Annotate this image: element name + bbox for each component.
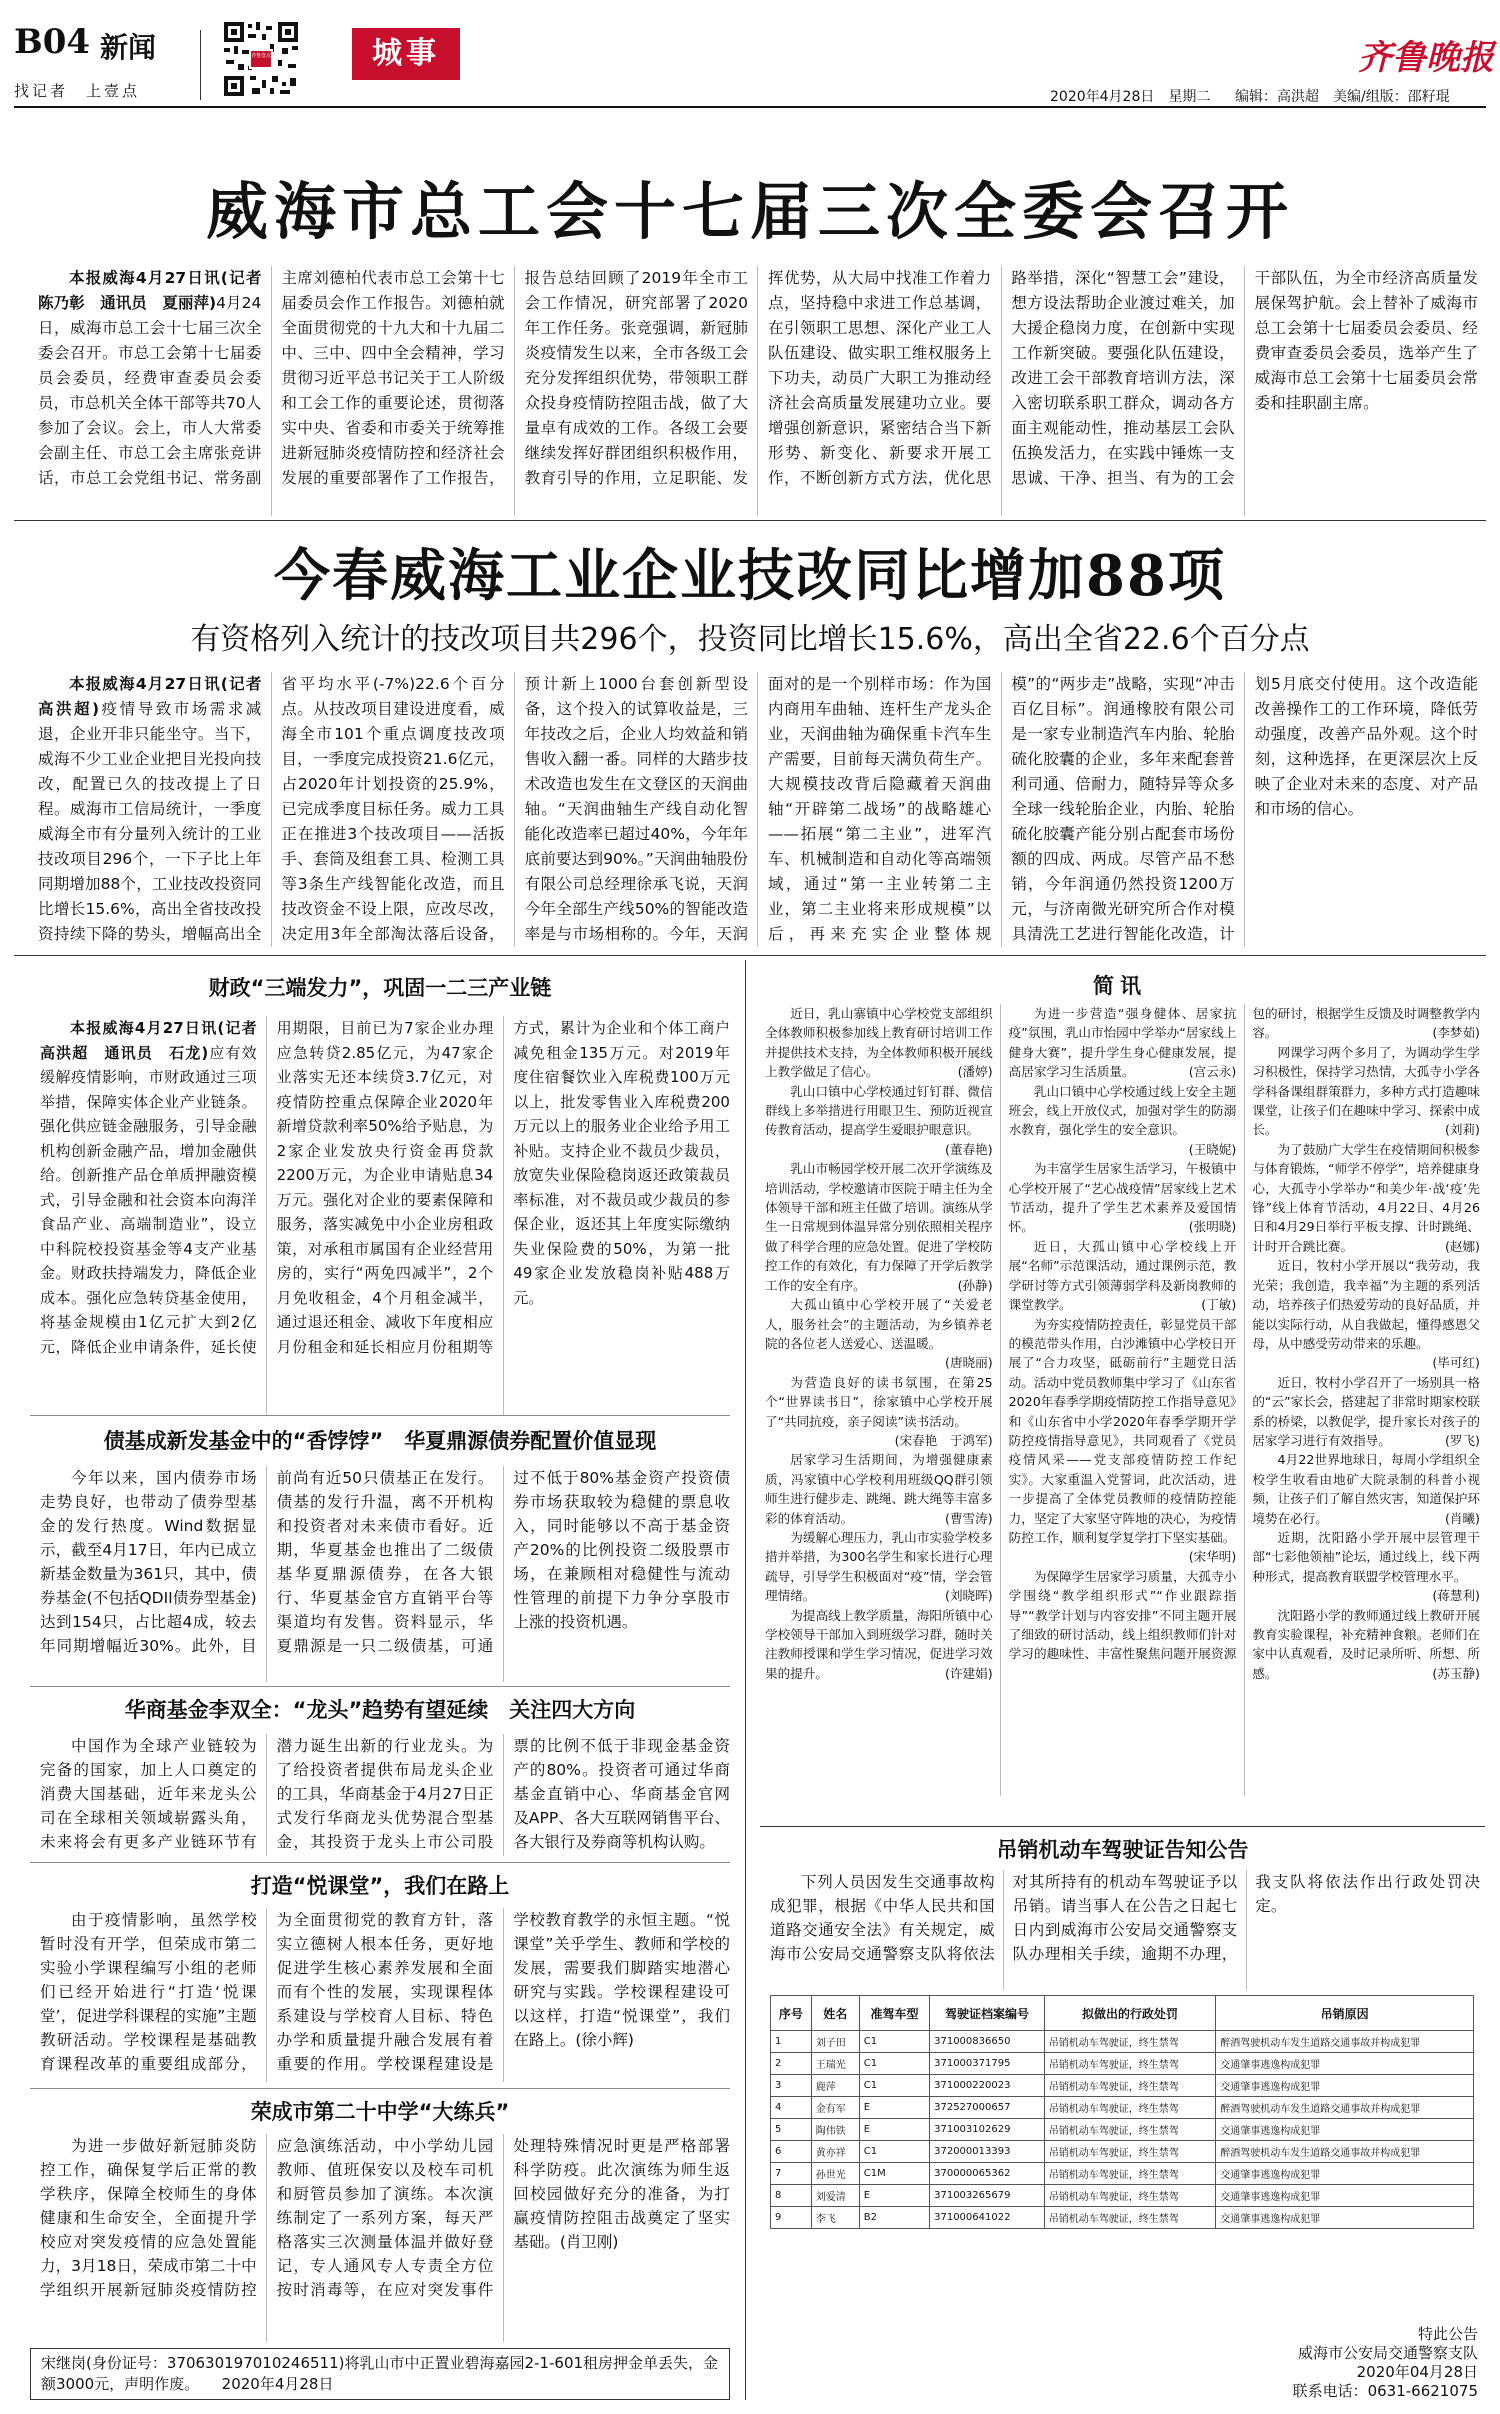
separator <box>760 1826 1485 1827</box>
table-cell: 371000836650 <box>930 2031 1045 2053</box>
brief-item <box>765 1528 993 1606</box>
headline-story4: 债基成新发基金中的“香饽饽” 华夏鼎源债券配置价值显现 <box>103 1429 657 1453</box>
brief-text: 乳山口镇中心学校通过线上安全主题班会，线上开放仪式，加强对学生的防溺水教育，强化学生的安全意识。 <box>1008 1083 1237 1138</box>
table-cell: 金有军 <box>811 2097 859 2119</box>
table-cell: 陶伟铁 <box>811 2119 859 2141</box>
brief-text: 为夯实疫情防控责任，彰显党员干部的模范带头作用，白沙滩镇中心学校日开展了“合力攻坚，砥砺前行”主题党日活动。活动中党员教师集中学习了《山东省2020年春季学期疫情防控工作指导意见》和《山东省中小学2020年春季学期开学防控疫情指导意见》，共同观看了《党员疫情风采——党支部疫情防控工作纪实》。大家重温入党誓词，此次活动，进一步提高了全体党员教师的疫情防控能力，坚定了大家坚守阵地的决心，为疫情防控工作，顺利复学复学打下坚实基础。 <box>1008 1316 1237 1545</box>
separator <box>14 955 1486 956</box>
table-cell: 醉酒驾驶机动车发生道路交通事故并构成犯罪 <box>1216 2141 1474 2163</box>
notice-signature <box>1200 2325 1478 2401</box>
table-cell: C1 <box>859 2053 929 2075</box>
notice-sign-3: 2020年04月28日 <box>1356 2363 1478 2381</box>
brief-signature: (苏玉静) <box>1432 1665 1480 1681</box>
table-cell: B2 <box>859 2207 929 2229</box>
brief-signature: (许建娟) <box>945 1665 993 1681</box>
table-header-cell: 拟做出的行政处罚 <box>1044 1996 1215 2031</box>
table-cell: 5 <box>771 2119 812 2141</box>
story2-text: 疫情导致市场需求减退，企业开非只能坐守。当下，威海不少工业企业把目光投向技改，配置已久的技改提上了日程。威海市工信局统计，一季度威海全市有分量列入统计的工业技改项目296个，一下子比上年同期增加88个，工业技改投资同比增长15.6%，高出全省技改投资持续下降的势头，增幅高出全省平均水平(-7%)22.6个百分点。从技改项目建设进度看，威海全市101个重点调度技改项目，一季度完成投资21.6亿元，占2020年计划投资的25.9%，已完成季度目标任务。威力工具正在推进3个技改项目——活扳手、套筒及组套工具、检测工具等3条生产线智能化改造，而且技改资金不设上限，应改尽改，决定用3年全部淘汰落后设备，预计新上1000台套创新型设备，这个投入的试算收益是，三年技改之后，企业人均效益和销售收入翻一番。同样的大踏步技术改造也发生在文登区的天润曲轴。“天润曲轴生产线自动化智能化改造率已超过40%，今年年底前要达到90%。”天润曲轴股份有限公司总经理徐承飞说，天润今年全部生产线50%的智能改造率是与市场相称的。今年，天润面对的是一个别样市场：作为国内商用车曲轴、连杆生产龙头企业，天润曲轴为确保重卡汽车生产需要，目前每天满负荷生产。大规模技改背后隐藏着天润曲轴“开辟第二战场”的战略雄心——拓展“第二主业”，进军汽车、机械制造和自动化等高端领域，通过“第一主业转第二主业，第二主业将来形成规模”以后，再来充实企业整体规模”的“两步走”战略，实现“冲击百亿目标”。润通橡胶有限公司是一家专业制造汽车内胎、轮胎硫化胶囊的企业，多年来配套普利司通、倍耐力，随特异等众多全球一线轮胎企业，内胎、轮胎硫化胶囊产能分别占配套市场份额的四成、两成。尽管产品不愁销，今年润通仍然投资1200万元，与济南微光研究所合作对模具清洗工艺进行智能化改造，计划5月底交付使用。这个改造能改善操作工的工作环境，降低劳动强度，改善产品外观。这个时刻，这种选择，在更深层次上反映了企业对未来的态度、对产品和市场的信心。 <box>38 675 1478 943</box>
brief-text: 为提高线上教学质量，海阳所镇中心学校领导干部加入到班级学习群，随时关注教师授课和学生学习情况，促进学习效果的提升。 <box>765 1607 993 1681</box>
headline-story2: 今春威海工业企业技改同比增加88项 <box>274 543 1226 609</box>
table-row <box>771 2207 1474 2229</box>
table-row <box>771 2141 1474 2163</box>
story6-signature: (徐小辉) <box>575 2031 634 2049</box>
brief-text: 大孤山镇中心学校开展了“关爱老人，服务社会”的主题活动，为乡镇养老院的各位老人送爱心、送温暖。 <box>765 1297 993 1351</box>
table-cell: 醉酒驾驶机动车发生道路交通事故并构成犯罪 <box>1216 2031 1474 2053</box>
topic-tag: 城事 <box>352 28 460 80</box>
table-cell: 6 <box>771 2141 812 2163</box>
brief-signature: (张明晓) <box>1188 1219 1237 1235</box>
brief-text: 为丰富学生居家生活学习，午极镇中心学校开展了“艺心战疫情”居家线上艺术节活动，提升了学生艺术素养及爱国情怀。 <box>1008 1161 1237 1235</box>
table-cell: 371000641022 <box>930 2207 1045 2229</box>
brief-text: 为进一步营造“强身健体、居家抗疫”氛围，乳山市怡园中学举办“居家线上健身大赛”，提升学生身心健康发展，提高居家学习生活质量。 <box>1008 1006 1237 1080</box>
subhead-story2: 有资格列入统计的技改项目共296个，投资同比增长15.6%，高出全省22.6个百分点 <box>190 622 1310 657</box>
table-cell: 醉酒驾驶机动车发生道路交通事故并构成犯罪 <box>1216 2097 1474 2119</box>
brief-signature: (赵娜) <box>1444 1238 1480 1254</box>
brief-signature: (丁敏) <box>1201 1297 1237 1313</box>
table-cell: 交通肇事逃逸构成犯罪 <box>1216 2075 1474 2097</box>
brief-item <box>1009 1004 1237 1082</box>
brief-item <box>1009 1237 1237 1315</box>
date-line: 2020年4月28日 星期二 <box>1050 89 1211 105</box>
notice-sign-1: 特此公告 <box>1417 2325 1478 2343</box>
table-cell: 交通肇事逃逸构成犯罪 <box>1216 2163 1474 2185</box>
separator <box>30 1415 730 1416</box>
brief-item <box>1252 1373 1480 1451</box>
table-cell: E <box>859 2119 929 2141</box>
notice-text: 下列人员因发生交通事故构成犯罪，根据《中华人民共和国道路交通安全法》有关规定，威海市公安局交通警察支队将依法对其所持有的机动车驾驶证予以吊销。请当事人在公告之日起七日内到威海市公安局交通警察支队办理相关手续，逾期不办理，我支队将依法作出行政处罚决定。 <box>770 1873 1480 1963</box>
brief-text: 4月22世界地球日，每周小学组织全校学生收看由地矿大院录制的科普小视频，让孩子们了解自然灾害，知道保护环境势在必行。 <box>1252 1452 1480 1526</box>
brief-text: 网课学习两个多月了，为调动学生学习积极性，保持学习热情，大孤寺小学各学科备课组群策群力，多种方式打造趣味课堂，让孩子们在趣味中学习、探索中成长。 <box>1252 1044 1480 1138</box>
brief-item <box>1009 1315 1237 1567</box>
table-row <box>771 2119 1474 2141</box>
brief-text: 近日，牧村小学开展以“我劳动，我光荣；我创造，我幸福”为主题的系列活动，培养孩子们热爱劳动的良好品质，并能以实际行动，从自我做起，懂得感恩父母，从中感受劳动带来的乐趣。 <box>1252 1258 1480 1351</box>
headline-story3: 财政“三端发力”，巩固一二三产业链 <box>208 976 552 1000</box>
story5-body <box>40 1734 730 1856</box>
headline-story1: 威海市总工会十七届三次全委会召开 <box>205 175 1294 248</box>
story7-signature: (肖卫刚) <box>559 2233 619 2251</box>
table-cell: 371000220023 <box>930 2075 1045 2097</box>
brief-signature: (毕可红) <box>1432 1355 1480 1371</box>
table-cell: 黄亦祥 <box>811 2141 859 2163</box>
story4-text: 今年以来，国内债券市场走势良好，也带动了债券型基金的发行热度。Wind数据显示，截至4月17日，年内已成立新基金数量为361只，其中，债券基金(不包括QDII债券型基金)达到154只，占比超4成，较去年同期增幅近30%。此外，目前尚有近50只债基正在发行。债基的发行升温，离不开机构和投资者对未来债市看好。近期，华夏基金也推出了二级债基华夏鼎源债券，在各大银行、华夏基金官方直销平台等渠道均有发售。资料显示，华夏鼎源是一只二级债基，可通过不低于80%基金资产投资债券市场获取较为稳健的票息收入，同时能够以不高于基金资产20%的比例投资二级股票市场，在兼顾相对稳健性与流动性管理的前提下力争分享股市上涨的投资机遇。 <box>40 1469 730 1655</box>
briefs-body <box>765 1004 1480 1796</box>
brief-text: 近期，沈阳路小学开展中层管理干部“七彩他领袖”论坛，通过线上，线下两种形式，提高教育联盟学校管理水平。 <box>1252 1529 1480 1584</box>
brief-item <box>1252 1140 1480 1256</box>
table-cell: 4 <box>771 2097 812 2119</box>
brief-signature: (罗飞) <box>1444 1432 1480 1448</box>
table-cell: 1 <box>771 2031 812 2053</box>
table-cell: 交通肇事逃逸构成犯罪 <box>1216 2119 1474 2141</box>
brief-text: 近日，大孤山镇中心学校线上开展“名师”示范课活动，通过课例示范，教学研讨等方式引领薄弱学科及新岗教师的课堂教学。 <box>1008 1238 1237 1313</box>
story7-text: 为进一步做好新冠肺炎防控工作，确保复学后正常的教学秩序，保障全校师生的身体健康和生命安全，全面提升学校应对突发疫情的应急处置能力，3月18日，荣成市第二十中学组织开展新冠肺炎疫情防控应急演练活动，中小学幼儿园教师、值班保安以及校车司机和厨管员参加了演练。本次演练制定了一系列方案，每天严格落实三次测量体温并做好登记，专人通风专人专责全方位按时消毒等，在应对突发事件处理特殊情况时更是严格部署科学防疫。此次演练为师生返回校园做好充分的准备，为打赢疫情防控阻击战奠定了坚实基础。 <box>40 2137 730 2299</box>
table-cell: 372527000657 <box>930 2097 1045 2119</box>
table-header-cell: 序号 <box>771 1996 812 2031</box>
table-row <box>771 2075 1474 2097</box>
brief-item <box>765 1606 993 1684</box>
table-cell: 王瑞光 <box>811 2053 859 2075</box>
table-cell: 7 <box>771 2163 812 2185</box>
brief-signature: (董春艳) <box>945 1141 993 1157</box>
table-cell: 吊销机动车驾驶证，终生禁驾 <box>1044 2075 1215 2097</box>
brief-signature: (宋华明) <box>1188 1549 1237 1565</box>
table-cell: 9 <box>771 2207 812 2229</box>
revocation-table <box>770 1995 1474 2229</box>
brief-text: 为缓解心理压力，乳山市实验学校多措并举措，为300名学生和家长进行心理疏导，引导学生积极面对“疫”情，学会管理情绪。 <box>765 1529 993 1604</box>
table-cell: 371003265679 <box>930 2185 1045 2207</box>
brief-signature: (宋春艳 于鸿军) <box>894 1432 993 1448</box>
table-cell: 372000013393 <box>930 2141 1045 2163</box>
brief-signature: (李梦茹) <box>1432 1025 1480 1041</box>
table-header-cell: 驾驶证档案编号 <box>930 1996 1045 2031</box>
brief-signature: (蒋慧利) <box>1432 1588 1480 1604</box>
brief-signature: (肖曦) <box>1444 1510 1480 1526</box>
separator <box>14 520 1486 521</box>
table-cell: 李飞 <box>811 2207 859 2229</box>
brief-item <box>765 1450 993 1528</box>
story4-body <box>40 1466 730 1682</box>
table-cell: 交通肇事逃逸构成犯罪 <box>1216 2185 1474 2207</box>
editors-line: 编辑：高洪超 美编/组版：邵籽琨 <box>1235 89 1450 105</box>
brief-text: 乳山口镇中心学校通过钉钉群、微信群线上多举措进行用眼卫生、预防近视宣传教育活动，提高学生爱眼护眼意识。 <box>765 1083 993 1138</box>
story3-body <box>40 1016 730 1416</box>
brief-text: 近日，乳山寨镇中心学校党支部组织全体教师积极参加线上教育研讨培训工作并提供技术支持，为全体教师积极开展线上教学做足了信心。 <box>765 1006 993 1080</box>
briefs-title: 简讯 <box>1093 974 1147 998</box>
story1-dateline: 本报威海4月27日讯(记者 陈乃彰 通讯员 夏丽萍) <box>38 269 277 312</box>
brief-signature: (唐晓丽) <box>945 1355 993 1371</box>
brief-item <box>765 1004 993 1082</box>
separator <box>30 1686 730 1687</box>
table-cell: 吊销机动车驾驶证，终生禁驾 <box>1044 2163 1215 2185</box>
lost-notice-box <box>30 2348 730 2400</box>
separator <box>30 2088 730 2089</box>
story3-text: 应有效缓解疫情影响，市财政通过三项举措，保障实体企业产业链条。强化供应链金融服务，引导金融机构创新金融产品，增加金融供给。创新推产品仓单质押融资模式，引导金融和社会资本向海洋食品产业、高端制造业”，设立中科院校投资基金等4支产业基金。财政扶持端发力，降低企业成本。强化应急转贷基金使用，将基金规模由1亿元扩大到2亿元，降低企业申请条件，延长使用期限，目前已为7家企业办理应急转贷2.85亿元，为47家企业落实无还本续贷3.7亿元，对疫情防控重点保障企业2020年新增贷款利率50%给予贴息，为2家企业发放央行资金再贷款2200万元，为企业申请贴息34万元。强化对企业的要素保障和服务，落实减免中小企业房租政策，对承租市属国有企业经营用房的，实行“两免四减半”，2个月免收租金，4个月租金减半，通过退还租金、减收下年度相应月份租金和延长相应月份租期等方式，累计为企业和个体工商户减免租金135万元。对2019年度住宿餐饮业入库税费100万元以上，批发零售业入库税费200万元以上的服务业企业给予用工补贴。支持企业不裁员少裁员，放宽失业保险稳岗返还政策裁员率标准，对不裁员或少裁员的参保企业，返还其上年度实际缴纳失业保险费的50%，为第一批49家企业发放稳岗补贴488万元。 <box>40 1019 730 1356</box>
headline-story5: 华商基金李双全：“龙头”趋势有望延续 关注四大方向 <box>124 1698 636 1722</box>
separator <box>30 1862 730 1863</box>
table-cell: C1 <box>859 2075 929 2097</box>
brief-signature: (曹雪涛) <box>945 1510 993 1526</box>
brief-signature: (孙静) <box>957 1277 993 1293</box>
qr-caption: 齐鲁壹点 <box>251 53 272 59</box>
brief-item <box>1252 1528 1480 1606</box>
story1-text: 4月24日，威海市总工会十七届三次全委会召开。市总工会第十七届委员会委员，经费审查委员会委员，市总机关全体干部等共70人参加了会议。会上，市人大常委会副主任、市总工会主席张竞讲话，市总工会党组书记、常务副主席刘德柏代表市总工会第十七届委员会作工作报告。刘德柏就全面贯彻党的十九大和十九届二中、三中、四中全会精神，学习贯彻习近平总书记关于工人阶级和工会工作的重要论述，贯彻落实中央、省委和市委关于统筹推进新冠肺炎疫情防控和经济社会发展的重要部署作了工作报告，报告总结回顾了2019年全市工会工作情况，研究部署了2020年工作任务。张竞强调，新冠肺炎疫情发生以来，全市各级工会充分发挥组织优势，带领职工群众投身疫情防控阻击战，做了大量卓有成效的工作。各级工会要继续发挥好群团组织积极作用，教育引导的作用，立足职能、发挥优势，从大局中找准工作着力点，坚持稳中求进工作总基调，在引领职工思想、深化产业工人队伍建设、做实职工维权服务上下功夫，动员广大职工为推动经济社会高质量发展建功立业。要增强创新意识，紧密结合当下新形势、新变化、新要求开展工作，不断创新方式方法，优化思路举措，深化“智慧工会”建设，想方设法帮助企业渡过难关，加大援企稳岗力度，在创新中实现工作新突破。要强化队伍建设，改进工会干部教育培训方法，深入密切联系职工群众，调动各方面主观能动性，推动基层工会队伍换发活力，在实践中锤炼一支思诚、干净、担当、有为的工会干部队伍，为全市经济高质量发展保驾护航。会上替补了威海市总工会第十七届委员会委员、经费审查委员会委员，选举产生了威海市总工会第十七届委员会常委和挂职副主席。 <box>38 269 1478 487</box>
story3-dateline: 本报威海4月27日讯(记者 高洪超 通讯员 石龙) <box>40 1019 272 1062</box>
brief-item <box>765 1082 993 1160</box>
table-cell: 371003102629 <box>930 2119 1045 2141</box>
table-row <box>771 2031 1474 2053</box>
table-cell: 吊销机动车驾驶证，终生禁驾 <box>1044 2097 1215 2119</box>
table-row <box>771 2053 1474 2075</box>
table-cell: 吊销机动车驾驶证，终生禁驾 <box>1044 2031 1215 2053</box>
table-cell: 370000065362 <box>930 2163 1045 2185</box>
table-cell: 刘爱清 <box>811 2185 859 2207</box>
table-row <box>771 2163 1474 2185</box>
table-row <box>771 2185 1474 2207</box>
brief-signature: (王晓妮) <box>1188 1141 1237 1157</box>
brief-item <box>1009 1082 1237 1160</box>
table-row <box>771 2097 1474 2119</box>
brief-text: 居家学习生活期间，为增强健康素质，冯家镇中心学校利用班级QQ群引领师生进行健步走、跳绳、跳大绳等丰富多彩的体育活动。 <box>765 1452 993 1526</box>
table-cell: 交通肇事逃逸构成犯罪 <box>1216 2207 1474 2229</box>
table-cell: 吊销机动车驾驶证，终生禁驾 <box>1044 2185 1215 2207</box>
story2-body <box>38 672 1478 947</box>
brief-item <box>765 1159 993 1295</box>
table-cell: 8 <box>771 2185 812 2207</box>
table-cell: 吊销机动车驾驶证，终生禁驾 <box>1044 2207 1215 2229</box>
brief-signature: (潘婷) <box>957 1064 993 1080</box>
table-cell: 吊销机动车驾驶证，终生禁驾 <box>1044 2119 1215 2141</box>
table-cell: C1 <box>859 2141 929 2163</box>
brief-signature: (刘莉) <box>1444 1122 1480 1138</box>
story2-dateline: 本报威海4月27日讯(记者 高洪超) <box>38 675 277 718</box>
table-header-cell: 吊销原因 <box>1216 1996 1474 2031</box>
table-cell: 371000371795 <box>930 2053 1045 2075</box>
table-header-cell: 姓名 <box>811 1996 859 2031</box>
brief-item <box>1252 1043 1480 1140</box>
table-cell: 吊销机动车驾驶证，终生禁驾 <box>1044 2053 1215 2075</box>
notice-title: 吊销机动车驾驶证告知公告 <box>996 1838 1249 1862</box>
section-name: 新闻 <box>100 31 157 64</box>
table-cell: 刘子田 <box>811 2031 859 2053</box>
brief-text: 近日，牧村小学召开了一场别具一格的“云”家长会，搭建起了非常时期家校联系的桥梁，以教促学，提升家长对孩子的居家学习进行有效指导。 <box>1252 1374 1480 1448</box>
table-cell: 鹿萍 <box>811 2075 859 2097</box>
table-cell: 孙世光 <box>811 2163 859 2185</box>
table-cell: E <box>859 2097 929 2119</box>
story1-body <box>38 266 1478 516</box>
masthead-divider <box>200 30 201 100</box>
headline-story6: 打造“悦课堂”，我们在路上 <box>250 1874 510 1898</box>
story7-body <box>40 2134 730 2342</box>
story6-text: 由于疫情影响，虽然学校暂时没有开学，但荣成市第二实验小学课程编写小组的老师们已经开始进行“打造‘悦课堂’，促进学科课程的实施”主题教研活动。学校课程是基础教育课程改革的重要组成部分，为全面贯彻党的教育方针，落实立德树人根本任务，更好地促进学生核心素养发展和全面而有个性的发展，实现课程体系建设与学校育人目标、特色办学和质量提升融合发展有着重要的作用。学校课程建设是学校教育教学的永恒主题。“悦课堂”关乎学生、教师和学校的发展，需要我们脚踏实地潜心研究与实践。学校课程建设可以这样，打造“悦课堂”，我们在路上。 <box>40 1911 730 2073</box>
qr-code[interactable] <box>222 20 300 98</box>
slogan: 找记者 上壹点 <box>14 82 141 100</box>
brief-item <box>1009 1159 1237 1237</box>
brief-item <box>1252 1450 1480 1528</box>
table-cell: C1 <box>859 2031 929 2053</box>
table-cell: 交通肇事逃逸构成犯罪 <box>1216 2053 1474 2075</box>
brief-item <box>1252 1606 1480 1684</box>
brief-signature: (刘晓晖) <box>945 1588 993 1604</box>
brief-signature: (宫云永) <box>1188 1064 1237 1080</box>
story5-text: 中国作为全球产业链较为完备的国家，加上人口奠定的消费大国基础，近年来龙头公司在全球相关领域崭露头角，未来将会有更多产业链环节有潜力诞生出新的行业龙头。为了给投资者提供布局龙头企业的工具，华商基金于4月27日正式发行华商龙头优势混合型基金，其投资于龙头上市公司股票的比例不低于非现金基金资产的80%。投资者可通过华商基金直销中心、华商基金官网及APP、各大互联网销售平台、各大银行及券商等机构认购。 <box>40 1737 730 1851</box>
headline-story7: 荣成市第二十中学“大练兵” <box>250 2100 510 2124</box>
table-header-cell: 准驾车型 <box>859 1996 929 2031</box>
notice-sign-2: 威海市公安局交通警察支队 <box>1297 2344 1478 2362</box>
table-cell: 3 <box>771 2075 812 2097</box>
lost-notice-text: 宋继岗(身份证号：370630197010246511)将乳山市中正置业碧海嘉园2-1-601租房押金单丢失，金额3000元，声明作废。 2020年4月28日 <box>41 2354 719 2393</box>
notice-sign-4: 联系电话：0631-6621075 <box>1292 2382 1478 2400</box>
brief-text: 乳山市畅园学校开展二次开学演练及培训活动，学校邀请市医院于晴主任为全体领导干部和班主任做了培训。演练从学生一日常规到体温异常分别依照相关程序做了科学合理的应急处置。促进了学校防控工作的有效化，有力保障了开学后教学工作的安全有序。 <box>765 1161 993 1293</box>
page-number: B04 <box>14 22 91 62</box>
masthead-rule <box>14 106 1486 108</box>
brief-text: 为了鼓励广大学生在疫情期间积极参与体育锻炼，“师学不停学”，培养健康身心，大孤寺小学举办“和美少年·战‘疫’先锋”线上体育节活动，4月22日、4月26日和4月29日举行平板支撑、计时跳绳、计时开合跳比赛。 <box>1252 1141 1480 1254</box>
notice-body <box>770 1870 1480 1990</box>
brief-text: 为营造良好的读书氛围，在第25个“世界读书日”，徐家镇中心学校开展了“共同抗疫，亲子阅读”读书活动。 <box>765 1374 993 1429</box>
column-divider <box>745 960 746 2400</box>
table-cell: 2 <box>771 2053 812 2075</box>
brief-item <box>1252 1256 1480 1372</box>
brief-text: 为保障学生居家学习质量，大孤寺小学围绕“教学组织形式”“作业跟踪指导”“教学计划与内容安排”不同主题开展了细致的研讨活动，线上组织教师们针对学习的趣味性、丰富性聚焦问题开展资源包的研讨，根据学生反馈及时调整教学内容。 <box>1008 1006 1480 1662</box>
brief-item <box>765 1295 993 1373</box>
brief-text: 沈阳路小学的教师通过线上教研开展教育实验课程，补充精神食粮。老师们在家中认真观看，及时记录所听、所想、所感。 <box>1252 1607 1480 1681</box>
table-cell: 吊销机动车驾驶证，终生禁驾 <box>1044 2141 1215 2163</box>
table-cell: E <box>859 2185 929 2207</box>
brief-item <box>765 1373 993 1451</box>
story6-body <box>40 1908 730 2082</box>
paper-logo: 齐鲁晚报 <box>1358 38 1494 78</box>
table-cell: C1M <box>859 2163 929 2185</box>
